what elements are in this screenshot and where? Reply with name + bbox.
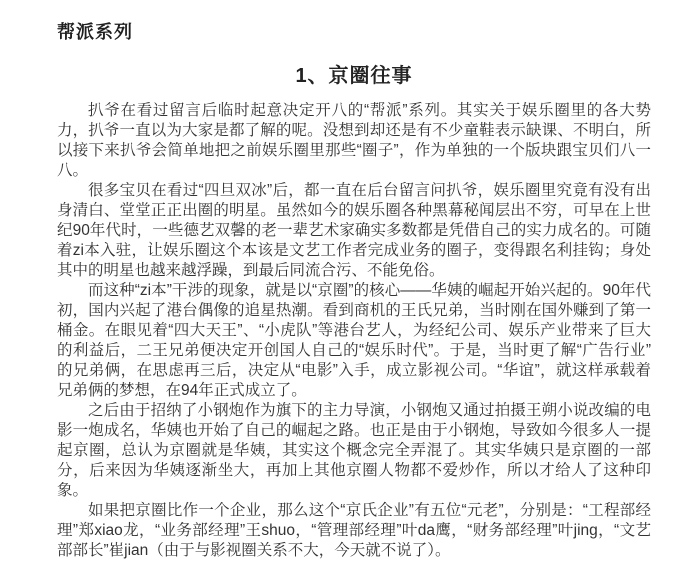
section-heading: 1、京圈往事 [295,65,413,87]
paragraph-4: 之后由于招纳了小钢炮作为旗下的主力导演，小钢炮又通过拍摄王朔小说改编的电影一炮成名，华姨也开始了自己的崛起之路。也正是由于小钢炮，导致如今很多人一提起京圈，总认为京圈就是华姨，其实这个概念完全弄混了。其实华姨只是京圈的一部分，后来因为华姨逐渐坐大，再加上其他京圈人物都不爱炒作，所以才给人了这种印象。 [57,402,651,499]
paragraph-5: 如果把京圈比作一个企业，那么这个“京氏企业”有五位“元老”，分别是：“工程部经理”郑xiao龙，“业务部经理”王shuo，“管理部经理”叶da鹰，“财务部经理”叶jing，“文艺部部长”崔jian（由于与影视圈关系不大，今天就不说了）。 [57,502,651,559]
paragraph-2: 很多宝贝在看过“四旦双冰”后，都一直在后台留言问扒爷，娱乐圈里究竟有没有出身清白、堂堂正正出圈的明星。虽然如今的娱乐圈各种黑幕秘闻层出不穷，可早在上世纪90年代时，一些德艺双馨的老一辈艺术家确实多数都是凭借自己的实力成名的。可随着zi本入驻，让娱乐圈这个本该是文艺工作者完成业务的圈子，变得跟名利挂钩；身处其中的明星也越来越浮躁，到最后同流合污、不能免俗。 [57,182,651,279]
doc-title: 帮派系列 [57,22,133,42]
paragraph-3: 而这种“zi本”干涉的现象，就是以“京圈”的核心——华姨的崛起开始兴起的。90年代初，国内兴起了港台偶像的追星热潮。看到商机的王氏兄弟，当时刚在国外赚到了第一桶金。在眼见着“四大天王”、“小虎队”等港台艺人，为经纪公司、娱乐产业带来了巨大的利益后，二王兄弟便决定开创国人自己的“娱乐时代”。于是，当时更了解“广告行业”的兄弟俩，在思虑再三后，决定从“电影”入手，成立影视公司。“华谊”，就这样承载着兄弟俩的梦想，在94年正式成立了。 [57,282,651,399]
article-body [57,101,651,561]
paragraph-1: 扒爷在看过留言后临时起意决定开八的“帮派”系列。其实关于娱乐圈里的各大势力，扒爷一直以为大家是都了解的呢。没想到却还是有不少童鞋表示缺课、不明白，所以接下来扒爷会简单地把之前娱乐圈里那些“圈子”，作为单独的一个版块跟宝贝们八一八。 [57,102,651,179]
